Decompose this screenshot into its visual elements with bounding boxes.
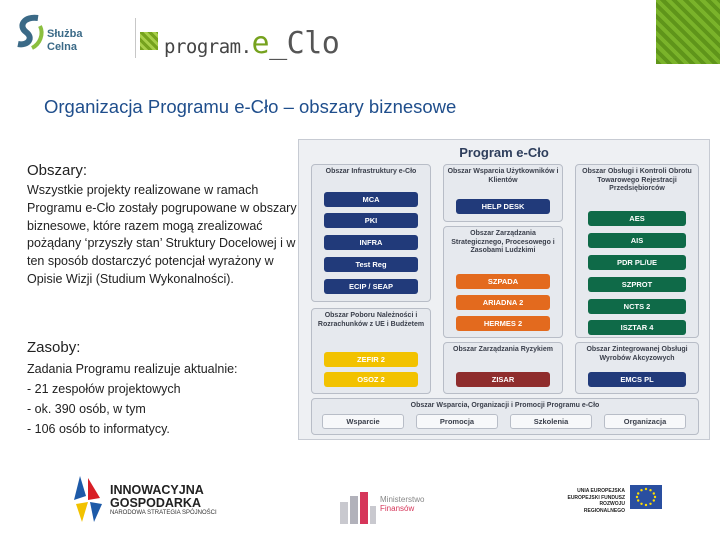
box-hermes2: HERMES 2: [456, 316, 550, 331]
innowacyjna-star-icon: [66, 470, 108, 528]
risk-panel: [443, 342, 563, 394]
support-panel: [311, 398, 699, 435]
mf-line2: Finansów: [380, 504, 415, 513]
innowacyjna-text: [110, 484, 204, 510]
sluzba-celna-emblem-icon: [14, 14, 48, 54]
diagram-title: Program e-Cło: [459, 145, 549, 160]
box-wsparcie: Wsparcie: [322, 414, 404, 429]
box-szprot: SZPROT: [588, 277, 686, 292]
box-aes: AES: [588, 211, 686, 226]
corner-pattern: [656, 0, 720, 64]
eu-line3: ROZWOJU REGIONALNEGO: [583, 501, 625, 514]
goods-panel: [575, 164, 699, 338]
ministerstwo-finansow-logo: [338, 490, 378, 526]
goods-panel-title: Obszar Obsługi i Kontroli Obrotu Towarowego Rejestracji Przedsiębiorców: [582, 168, 692, 192]
box-ais: AIS: [588, 233, 686, 248]
innowacyjna-line2: GOSPODARKA: [110, 496, 201, 510]
box-mca: MCA: [324, 192, 418, 207]
risk-panel-title: Obszar Zarządzania Ryzykiem: [453, 346, 553, 353]
excise-panel: [575, 342, 699, 394]
program-clo: Clo: [286, 26, 340, 61]
eu-line2: EUROPEJSKI FUNDUSZ: [567, 494, 625, 501]
support-panel-title: Obszar Wsparcia, Organizacji i Promocji Programu e-Cło: [410, 402, 600, 409]
program-eclo-logo: program.e_Clo: [164, 26, 340, 61]
box-osoz2: OSOZ 2: [324, 372, 418, 387]
box-isztar4: ISZTAR 4: [588, 320, 686, 335]
box-organizacja: Organizacja: [604, 414, 686, 429]
ministerstwo-finansow-text: [380, 495, 424, 513]
innowacyjna-line1: INNOWACYJNA: [110, 483, 204, 497]
excise-panel-title: Obszar Zintegrowanej Obsługi Wyrobów Akcyzowych: [586, 346, 688, 362]
zasoby-list: [27, 359, 238, 439]
zasoby-line: - 106 osób to informatycy.: [27, 422, 170, 436]
infra-panel: [311, 164, 431, 302]
box-emcs-pl: EMCS PL: [588, 372, 686, 387]
box-test-reg: Test Reg: [324, 257, 418, 272]
box-ecip-seap: ECIP / SEAP: [324, 279, 418, 294]
sluzba-celna-text: [47, 28, 82, 54]
header-divider: [135, 18, 136, 58]
slide-title: Organizacja Programu e-Cło – obszary biznesowe: [44, 96, 457, 117]
zasoby-line: - ok. 390 osób, w tym: [27, 402, 146, 416]
eu-line1: UNIA EUROPEJSKA: [577, 488, 625, 494]
box-ncts2: NCTS 2: [588, 299, 686, 314]
users-panel-title: Obszar Wsparcia Użytkowników i Klientów: [447, 168, 559, 184]
innowacyjna-subtitle: NARODOWA STRATEGIA SPÓJNOŚCI: [110, 510, 217, 516]
box-zisar: ZISAR: [456, 372, 550, 387]
sluzba-celna-line1: Służba: [47, 28, 83, 40]
box-pki: PKI: [324, 213, 418, 228]
fees-panel-title: Obszar Poboru Należności i Rozrachunków z UE i Budżetem: [317, 312, 425, 328]
fees-panel: [311, 308, 431, 394]
users-panel: [443, 164, 563, 222]
mf-emblem-icon: [338, 490, 378, 526]
box-szpada: SZPADA: [456, 274, 550, 289]
eu-stars-icon: [630, 485, 662, 509]
box-ariadna2: ARIADNA 2: [456, 295, 550, 310]
strategy-panel-title: Obszar Zarządzania Strategicznego, Procesowego i Zasobami Ludzkimi: [451, 230, 555, 254]
box-pdr: PDR PL/UE: [588, 255, 686, 270]
zasoby-line: Zadania Programu realizuje aktualnie:: [27, 362, 238, 376]
box-infra: INFRA: [324, 235, 418, 250]
mf-line1: Ministerstwo: [380, 495, 425, 504]
program-diagram: [298, 139, 710, 440]
program-eclo-mark-icon: [140, 32, 158, 50]
box-promocja: Promocja: [416, 414, 498, 429]
eu-flag-icon: [630, 485, 662, 509]
program-text: program.: [164, 36, 252, 58]
zasoby-line: - 21 zespołów projektowych: [27, 382, 181, 396]
strategy-panel: [443, 226, 563, 338]
sluzba-celna-line2: Celna: [47, 41, 77, 53]
box-zefir2: ZEFIR 2: [324, 352, 418, 367]
eu-fund-text: [563, 488, 625, 514]
box-help-desk: HELP DESK: [456, 199, 550, 214]
program-e: e: [251, 26, 270, 61]
obszary-text: Wszystkie projekty realizowane w ramach Programu e-Cło zostały pogrupowane w obszary biznesowe, które razem mogą zrealizować pożądany ‘przyszły stan’ Struktury Docelowej i w ten sposób dostarczyć potencjał wyrażony w Opisie Wizji (Studium Wykonalności).: [27, 183, 297, 286]
zasoby-heading: Zasoby:: [27, 339, 81, 356]
infra-panel-title: Obszar Infrastruktury e-Cło: [325, 168, 417, 175]
obszary-heading: Obszary:: [27, 162, 88, 179]
box-szkolenia: Szkolenia: [510, 414, 592, 429]
